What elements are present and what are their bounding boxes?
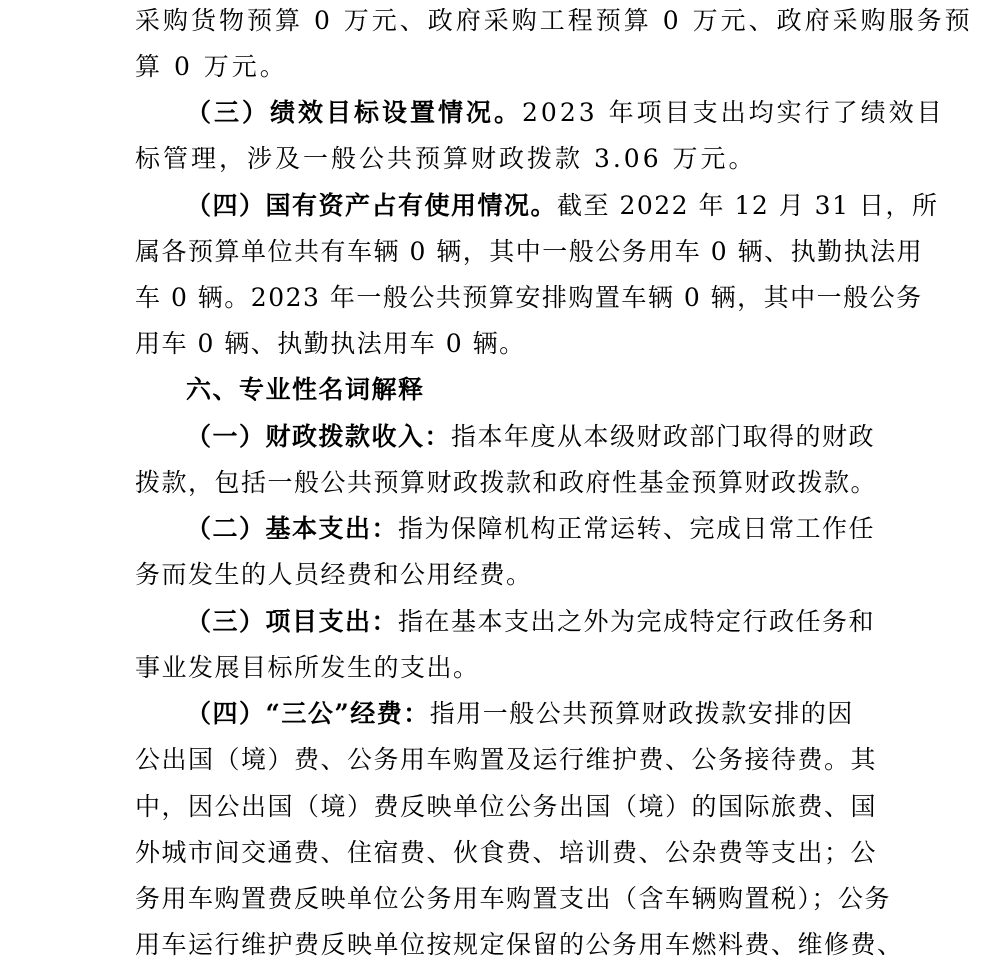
line-text: 指用一般公共预算财政拨款安排的因 — [429, 699, 854, 728]
section-heading-text: 六、专业性名词解释 — [186, 375, 425, 404]
paragraph-line — [0, 90, 1000, 136]
paragraph-line — [0, 275, 1000, 321]
line-text: 用车运行维护费反映单位按规定保留的公务用车燃料费、维修费、 — [135, 930, 904, 959]
line-text: 务而发生的人员经费和公用经费。 — [135, 560, 533, 589]
term-lead: （四）“三公”经费： — [186, 699, 430, 728]
paragraph-line — [0, 691, 1000, 737]
paragraph-line — [0, 506, 1000, 552]
line-text: 务用车购置费反映单位公务用车购置支出（含车辆购置税）；公务 — [135, 884, 892, 913]
section-heading — [0, 367, 1000, 413]
line-text: 事业发展目标所发生的支出。 — [135, 653, 480, 682]
line-text: 指本年度从本级财政部门取得的财政 — [451, 422, 876, 451]
term-lead: （二）基本支出： — [186, 514, 399, 543]
term-lead: （三）项目支出： — [186, 607, 399, 636]
line-text: 车 0 辆。2023 年一般公共预算安排购置车辆 0 辆，其中一般公务 — [135, 283, 923, 312]
line-text: 中，因公出国（境）费反映单位公务出国（境）的国际旅费、国 — [135, 792, 878, 821]
line-text: 截至 2022 年 12 月 31 日，所 — [557, 191, 939, 220]
line-text: 算 0 万元。 — [135, 52, 288, 81]
paragraph-lead: （三）绩效目标设置情况。 — [186, 98, 523, 127]
line-text: 拨款，包括一般公共预算财政拨款和政府性基金预算财政拨款。 — [135, 468, 878, 497]
paragraph-line — [0, 876, 1000, 922]
paragraph-line — [0, 784, 1000, 830]
paragraph-line — [0, 599, 1000, 645]
paragraph-line — [0, 922, 1000, 968]
line-text: 指为保障机构正常运转、完成日常工作任 — [398, 514, 876, 543]
paragraph-line — [0, 737, 1000, 783]
paragraph-line — [0, 321, 1000, 367]
line-text: 指在基本支出之外为完成特定行政任务和 — [398, 607, 876, 636]
line-text: 公出国（境）费、公务用车购置及运行维护费、公务接待费。其 — [135, 745, 878, 774]
paragraph-line — [0, 44, 1000, 90]
paragraph-line — [0, 414, 1000, 460]
term-lead: （一）财政拨款收入： — [186, 422, 452, 451]
paragraph-lead: （四）国有资产占有使用情况。 — [186, 191, 558, 220]
line-text: 标管理，涉及一般公共预算财政拨款 3.06 万元。 — [135, 144, 757, 173]
paragraph-line — [0, 183, 1000, 229]
paragraph-line — [0, 645, 1000, 691]
paragraph-line — [0, 136, 1000, 182]
line-text: 属各预算单位共有车辆 0 辆，其中一般公务用车 0 辆、执勤执法用 — [135, 237, 924, 266]
paragraph-line — [0, 460, 1000, 506]
line-text: 2023 年项目支出均实行了绩效目 — [522, 98, 945, 127]
line-text: 外城市间交通费、住宿费、伙食费、培训费、公杂费等支出；公 — [135, 838, 878, 867]
paragraph-line — [0, 552, 1000, 598]
line-text: 用车 0 辆、执勤执法用车 0 辆。 — [135, 329, 526, 358]
paragraph-line — [0, 229, 1000, 275]
paragraph-line — [0, 0, 1000, 44]
paragraph-line — [0, 830, 1000, 876]
line-text: 采购货物预算 0 万元、政府采购工程预算 0 万元、政府采购服务预 — [135, 6, 973, 35]
